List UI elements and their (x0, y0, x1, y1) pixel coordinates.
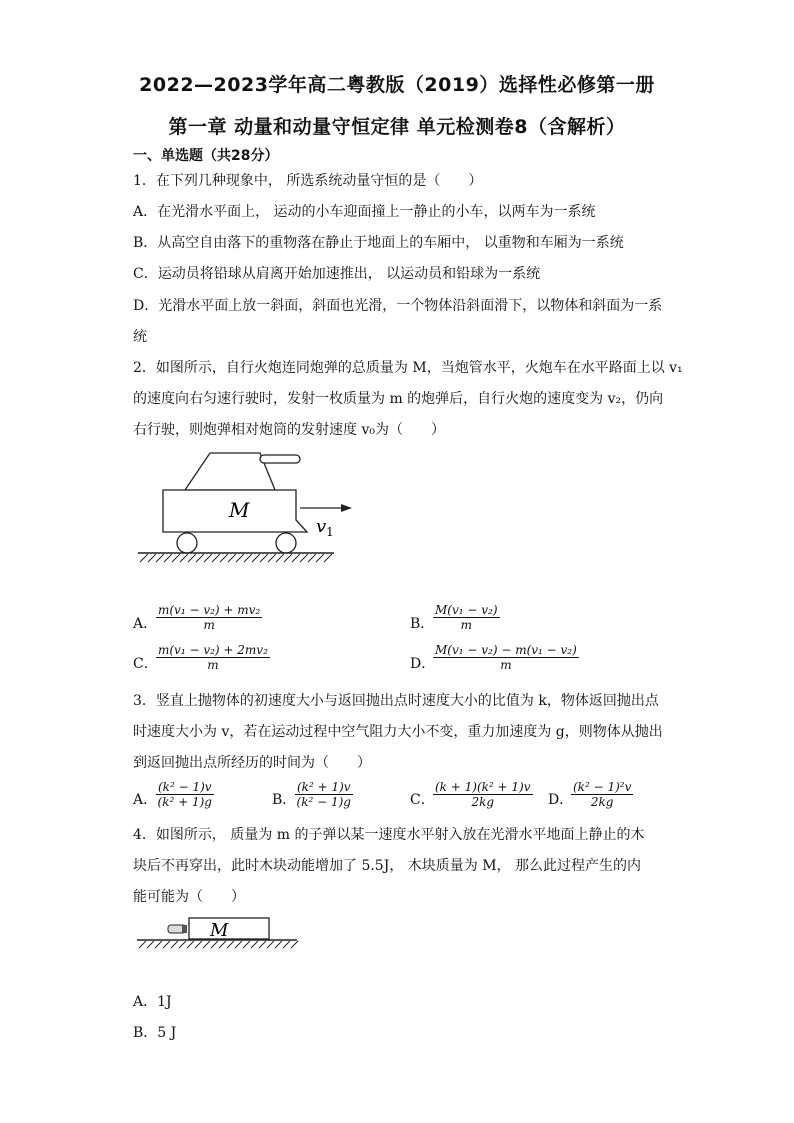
q2-stem-line-1: 2．如图所示，自行火炮连同炮弹的总质量为 M，当炮管水平，火炮车在水平路面上以 v₁ (133, 360, 683, 376)
q4-stem-line-1: 4．如图所示， 质量为 m 的子弹以某一速度水平射入放在光滑水平地面上静止的木 (133, 827, 645, 843)
q3-option-a-denominator: (k² + 1)g (157, 795, 212, 809)
q3-option-a-formula (156, 780, 214, 809)
q3-option-a-letter: A． (133, 792, 158, 808)
q2-option-c-letter: C． (133, 656, 158, 672)
q2-option-c-formula (156, 643, 270, 672)
q1-option-a: A．在光滑水平面上， 运动的小车迎面撞上一静止的小车，以两车为一系统 (133, 204, 596, 220)
q2-option-a-formula (156, 603, 262, 632)
q3-option-c-numerator: (k + 1)(k² + 1)v (435, 780, 531, 794)
q2-option-b-letter: B． (410, 616, 435, 632)
q3-option-a-numerator: (k² − 1)v (158, 780, 212, 794)
ground-hatching (140, 554, 332, 562)
q3-option-d-denominator: 2kg (590, 795, 614, 809)
wooden-block (189, 918, 269, 939)
q3-option-d-numerator: (k² − 1)²v (573, 780, 632, 794)
q4-option-a: A．1J (133, 994, 172, 1010)
q1-option-c: C．运动员将铅球从肩离开始加速推出， 以运动员和铅球为一系统 (133, 266, 541, 282)
q3-option-b-numerator: (k² + 1)v (297, 780, 351, 794)
q3-option-c-denominator: 2kg (471, 795, 495, 809)
q4-option-b: B．5 J (133, 1025, 177, 1041)
q1-stem: 1．在下列几种现象中， 所选系统动量守恒的是（ ） (133, 173, 483, 189)
q2-option-a-denominator: m (203, 618, 215, 632)
q3-stem-line-3: 到返回抛出点所经历的时间为（ ） (133, 755, 371, 771)
q2-option-b-denominator: m (460, 618, 472, 632)
q2-option-c-numerator: m(v₁ − v₂) + 2mv₂ (158, 643, 268, 657)
wheel-left (177, 533, 197, 553)
ground-hatching (139, 941, 298, 948)
q2-option-d-denominator: m (500, 658, 512, 672)
q2-option-b-formula (433, 603, 500, 632)
q3-option-b-letter: B． (272, 792, 297, 808)
bullet-block-figure (135, 912, 305, 952)
q3-option-c-letter: C． (410, 792, 435, 808)
q2-option-a-letter: A． (133, 616, 158, 632)
q1-option-b: B．从高空自由落下的重物落在静止于地面上的车厢中， 以重物和车厢为一系统 (133, 235, 624, 251)
q2-option-a-numerator: m(v₁ − v₂) + mv₂ (158, 603, 261, 617)
q2-option-b-numerator: M(v₁ − v₂) (435, 603, 498, 617)
figure-mass-label: M (229, 498, 250, 522)
cannon-turret (185, 453, 300, 490)
q3-option-d-formula (571, 780, 633, 809)
q1-option-d-continued: 统 (133, 329, 147, 345)
q2-option-d-letter: D． (410, 656, 436, 672)
document-title-line-2: 第一章 动量和动量守恒定律 单元检测卷8（含解析） (168, 116, 626, 138)
q2-stem-line-2: 的速度向右匀速行驶时，发射一枚质量为 m 的炮弹后，自行火炮的速度变为 v₂，仍向 (133, 391, 664, 407)
q3-option-b-denominator: (k² − 1)g (296, 795, 351, 809)
q2-option-d-numerator: M(v₁ − v₂) − m(v₁ − v₂) (435, 643, 577, 657)
q3-option-c-formula (433, 780, 533, 809)
q3-stem-line-2: 时速度大小为 v，若在运动过程中空气阻力大小不变，重力加速度为 g，则物体从抛出 (133, 724, 663, 740)
q3-option-b-formula (295, 780, 353, 809)
q2-option-d-formula (433, 643, 579, 672)
q2-option-c-denominator: m (207, 658, 219, 672)
q2-stem-line-3: 右行驶，则炮弹相对炮筒的发射速度 v₀为（ ） (133, 422, 445, 438)
q4-stem-line-3: 能可能为（ ） (133, 889, 245, 905)
figure-velocity-label: $v_1$ (316, 516, 334, 539)
q3-option-d-letter: D． (548, 792, 574, 808)
section-heading: 一、单选题（共28分） (133, 148, 279, 164)
q4-stem-line-2: 块后不再穿出，此时木块动能增加了 5.5J， 木块质量为 M， 那么此过程产生的内 (133, 858, 642, 874)
velocity-arrow (300, 504, 352, 512)
block-mass-label: M (210, 920, 229, 941)
wheel-right (276, 533, 296, 553)
q3-stem-line-1: 3．竖直上抛物体的初速度大小与返回抛出点时速度大小的比值为 k，物体返回抛出点 (133, 693, 659, 709)
cannon-vehicle-figure (130, 440, 370, 575)
q1-option-d: D．光滑水平面上放一斜面，斜面也光滑，一个物体沿斜面滑下，以物体和斜面为一系 (133, 298, 663, 314)
document-title-line-1: 2022—2023学年高二粤教版（2019）选择性必修第一册 (139, 74, 655, 96)
bullet (168, 925, 187, 933)
